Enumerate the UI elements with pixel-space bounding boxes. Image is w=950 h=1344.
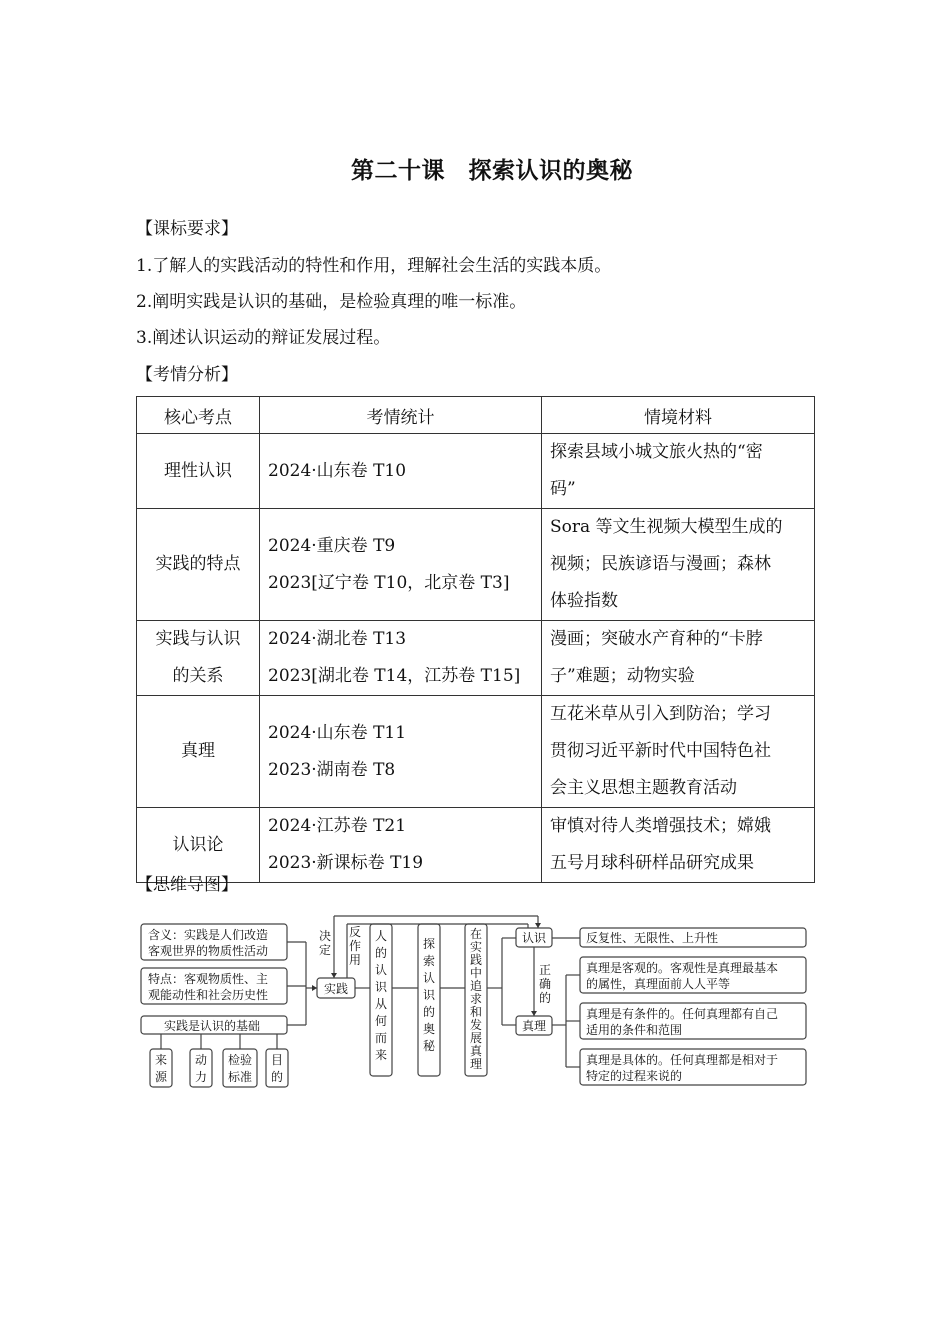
cell-point: 认识论 (137, 808, 260, 883)
cell-stats: 2024·湖北卷 T13 2023[湖北卷 T14，江苏卷 T15] (260, 621, 542, 696)
truth-item-line: 的属性，真理面前人人平等 (586, 977, 731, 991)
analysis-heading: 【考情分析】 (136, 365, 238, 385)
cell-stats: 2024·江苏卷 T21 2023·新课标卷 T19 (260, 808, 542, 883)
col2-char: 探 (423, 937, 436, 951)
decide-label: 决 (319, 929, 332, 943)
table-row (137, 621, 815, 696)
requirement-item-3: 3.阐述认识运动的辩证发展过程。 (136, 328, 391, 348)
table-row (137, 808, 815, 883)
cell-point: 真理 (137, 696, 260, 808)
table-row (137, 509, 815, 621)
col2-char: 奥 (423, 1022, 436, 1036)
basis-item: 标准 (228, 1070, 253, 1084)
col3-char: 和 (470, 1005, 483, 1019)
col3-char: 展 (470, 1031, 483, 1045)
truth-label: 真理 (522, 1019, 547, 1033)
truth-item-line: 真理是有条件的。任何真理都有自己 (586, 1007, 779, 1021)
col1-char: 人 (375, 929, 388, 943)
arrow-icon (312, 985, 317, 991)
cell-material: 审慎对待人类增强技术；嫦娥 五号月球科研样品研究成果 (542, 808, 815, 883)
table-row (137, 434, 815, 509)
decide-label: 定 (319, 943, 332, 957)
truth-item-line: 真理是客观的。客观性是真理最基本 (586, 961, 779, 975)
correct-label: 正 (539, 963, 552, 977)
col3-char: 真 (470, 1044, 483, 1058)
analysis-table (136, 396, 815, 883)
basis-item: 源 (155, 1070, 168, 1084)
cell-point: 实践与认识 的关系 (137, 621, 260, 696)
basis-item: 检验 (228, 1053, 253, 1067)
cell-material: 漫画；突破水产育种的“卡脖 子”难题；动物实验 (542, 621, 815, 696)
cell-stats: 2024·山东卷 T10 (260, 434, 542, 509)
basis-item: 力 (195, 1070, 208, 1084)
col1-char: 而 (375, 1031, 388, 1045)
cell-stats: 2024·山东卷 T11 2023·湖南卷 T8 (260, 696, 542, 808)
column-header: 考情统计 (260, 397, 542, 434)
react-label: 作 (349, 939, 362, 953)
practice-label: 实践 (324, 982, 349, 996)
cell-point: 实践的特点 (137, 509, 260, 621)
mind-map (136, 912, 811, 1092)
cell-material: 探索县域小城文旅火热的“密 码” (542, 434, 815, 509)
basis-item: 来 (155, 1053, 168, 1067)
table-row (137, 696, 815, 808)
table-header-row (137, 397, 815, 434)
mindmap-heading: 【思维导图】 (136, 875, 238, 895)
basis-item: 目 (271, 1053, 284, 1067)
cognition-traits: 反复性、无限性、上升性 (586, 931, 719, 945)
requirement-item-1: 1.了解人的实践活动的特性和作用，理解社会生活的实践本质。 (136, 256, 612, 276)
col2-char: 的 (423, 1005, 436, 1019)
col2-char: 索 (423, 954, 436, 968)
basis-item: 动 (195, 1053, 208, 1067)
col3-char: 在 (470, 927, 483, 941)
requirements-heading: 【课标要求】 (136, 219, 238, 239)
col1-text (375, 929, 388, 1062)
arrow-icon (535, 923, 541, 928)
arrow-icon (331, 973, 337, 978)
cell-material: 互花米草从引入到防治；学习 贯彻习近平新时代中国特色社 会主义思想主题教育活动 (542, 696, 815, 808)
col1-char: 认 (375, 963, 388, 977)
basis-label: 实践是认识的基础 (164, 1019, 261, 1033)
features-line: 特点：客观物质性、主 (148, 972, 269, 986)
react-label: 反 (349, 925, 362, 939)
col2-text (423, 936, 436, 1053)
col1-char: 的 (375, 946, 388, 960)
basis-item: 的 (271, 1070, 284, 1084)
correct-label: 的 (539, 991, 552, 1005)
cognition-label: 认识 (522, 931, 547, 945)
col3-char: 理 (470, 1057, 483, 1071)
requirement-item-2: 2.阐明实践是认识的基础，是检验真理的唯一标准。 (136, 292, 527, 312)
col3-char: 中 (470, 966, 483, 980)
col3-char: 追 (470, 979, 483, 993)
arrow-icon (531, 1011, 537, 1016)
col3-char: 求 (470, 992, 483, 1006)
cell-material: Sora 等文生视频大模型生成的 视频；民族谚语与漫画；森林 体验指数 (542, 509, 815, 621)
correct-label: 确 (539, 977, 552, 991)
col3-char: 实 (470, 940, 483, 954)
col2-char: 识 (423, 988, 436, 1002)
col3-text (470, 927, 483, 1071)
col1-char: 来 (375, 1048, 388, 1062)
features-line: 观能动性和社会历史性 (148, 988, 269, 1002)
col1-char: 从 (375, 997, 388, 1011)
truth-item-line: 特定的过程来说的 (586, 1069, 683, 1083)
col1-char: 识 (375, 980, 388, 994)
col3-char: 践 (470, 953, 483, 967)
col3-char: 发 (470, 1018, 483, 1032)
col1-char: 何 (375, 1014, 388, 1028)
truth-item-line: 真理是具体的。任何真理都是相对于 (586, 1053, 779, 1067)
cell-point: 理性认识 (137, 434, 260, 509)
page-title: 第二十课 探索认识的奥秘 (351, 157, 633, 184)
definition-line: 客观世界的物质性活动 (148, 944, 269, 958)
column-header: 情境材料 (542, 397, 815, 434)
react-label: 用 (349, 953, 362, 967)
column-header: 核心考点 (137, 397, 260, 434)
col2-char: 认 (423, 971, 436, 985)
cell-stats: 2024·重庆卷 T9 2023[辽宁卷 T10，北京卷 T3] (260, 509, 542, 621)
truth-item-line: 适用的条件和范围 (586, 1023, 683, 1037)
definition-line: 含义：实践是人们改造 (148, 928, 269, 942)
col2-char: 秘 (423, 1039, 436, 1053)
